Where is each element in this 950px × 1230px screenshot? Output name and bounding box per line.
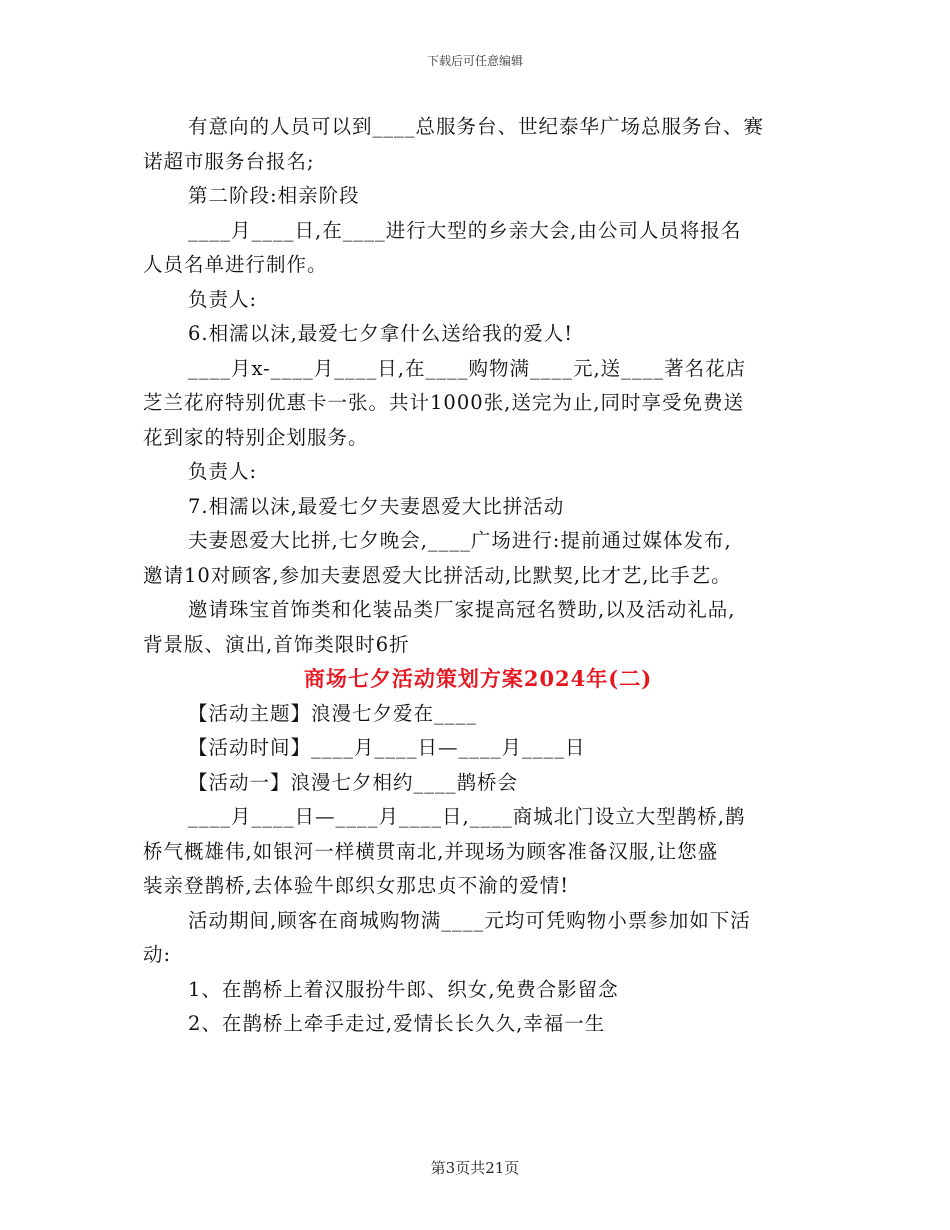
- paragraph-line: 【活动时间】____月____日—____月____日: [188, 736, 586, 759]
- paragraph-line: ____月____日,在____进行大型的乡亲大会,由公司人员将报名: [188, 218, 742, 242]
- paragraph-line: 背景版、演出,首饰类限时6折: [143, 632, 410, 656]
- document-body: [143, 110, 813, 1042]
- numbered-heading: 6.相濡以沫,最爱七夕拿什么送给我的爱人!: [188, 322, 574, 345]
- paragraph-line: 活动期间,顾客在商城购物满____元均可凭购物小票参加如下活: [188, 908, 751, 932]
- paragraph-line: 动:: [143, 943, 172, 966]
- paragraph-line: 邀请10对顾客,参加夫妻恩爱大比拼活动,比默契,比才艺,比手艺。: [143, 563, 732, 587]
- paragraph-line: 装亲登鹊桥,去体验牛郎织女那忠贞不渝的爱情!: [143, 874, 570, 897]
- paragraph-line: 夫妻恩爱大比拼,七夕晚会,____广场进行:提前通过媒体发布,: [188, 529, 732, 552]
- paragraph-line: 【活动主题】浪漫七夕爱在____: [188, 701, 478, 725]
- paragraph-line: 第二阶段:相亲阶段: [188, 184, 360, 207]
- numbered-heading: 7.相濡以沫,最爱七夕夫妻恩爱大比拼活动: [188, 494, 565, 518]
- paragraph-line: ____月x-____月____日,在____购物满____元,送____著名花店: [188, 356, 747, 380]
- paragraph-line: 桥气概雄伟,如银河一样横贯南北,并现场为顾客准备汉服,让您盛: [143, 839, 719, 863]
- paragraph-line: 花到家的特别企划服务。: [143, 425, 369, 449]
- paragraph-line: 诺超市服务台报名;: [143, 149, 315, 173]
- list-item: 2、在鹊桥上牵手走过,爱情长长久久,幸福一生: [188, 1012, 606, 1035]
- paragraph-line: 负责人:: [188, 287, 258, 311]
- section-title: 商场七夕活动策划方案2024年(二): [303, 666, 653, 691]
- paragraph-line: 邀请珠宝首饰类和化装品类厂家提高冠名赞助,以及活动礼品,: [188, 598, 736, 621]
- paragraph-line: 负责人:: [188, 460, 258, 483]
- page-footer: 第3页共21页: [430, 1159, 520, 1177]
- paragraph-line: 人员名单进行制作。: [143, 253, 328, 276]
- paragraph-line: 芝兰花府特别优惠卡一张。共计1000张,送完为止,同时享受免费送: [143, 391, 745, 414]
- paragraph-line: 有意向的人员可以到____总服务台、世纪泰华广场总服务台、赛: [188, 115, 765, 138]
- paragraph-line: ____月____日—____月____日,____商城北门设立大型鹊桥,鹊: [188, 805, 746, 828]
- paragraph-line: 【活动一】浪漫七夕相约____鹊桥会: [188, 770, 519, 794]
- list-item: 1、在鹊桥上着汉服扮牛郎、织女,免费合影留念: [188, 977, 619, 1001]
- page-header: 下载后可任意编辑: [426, 54, 523, 68]
